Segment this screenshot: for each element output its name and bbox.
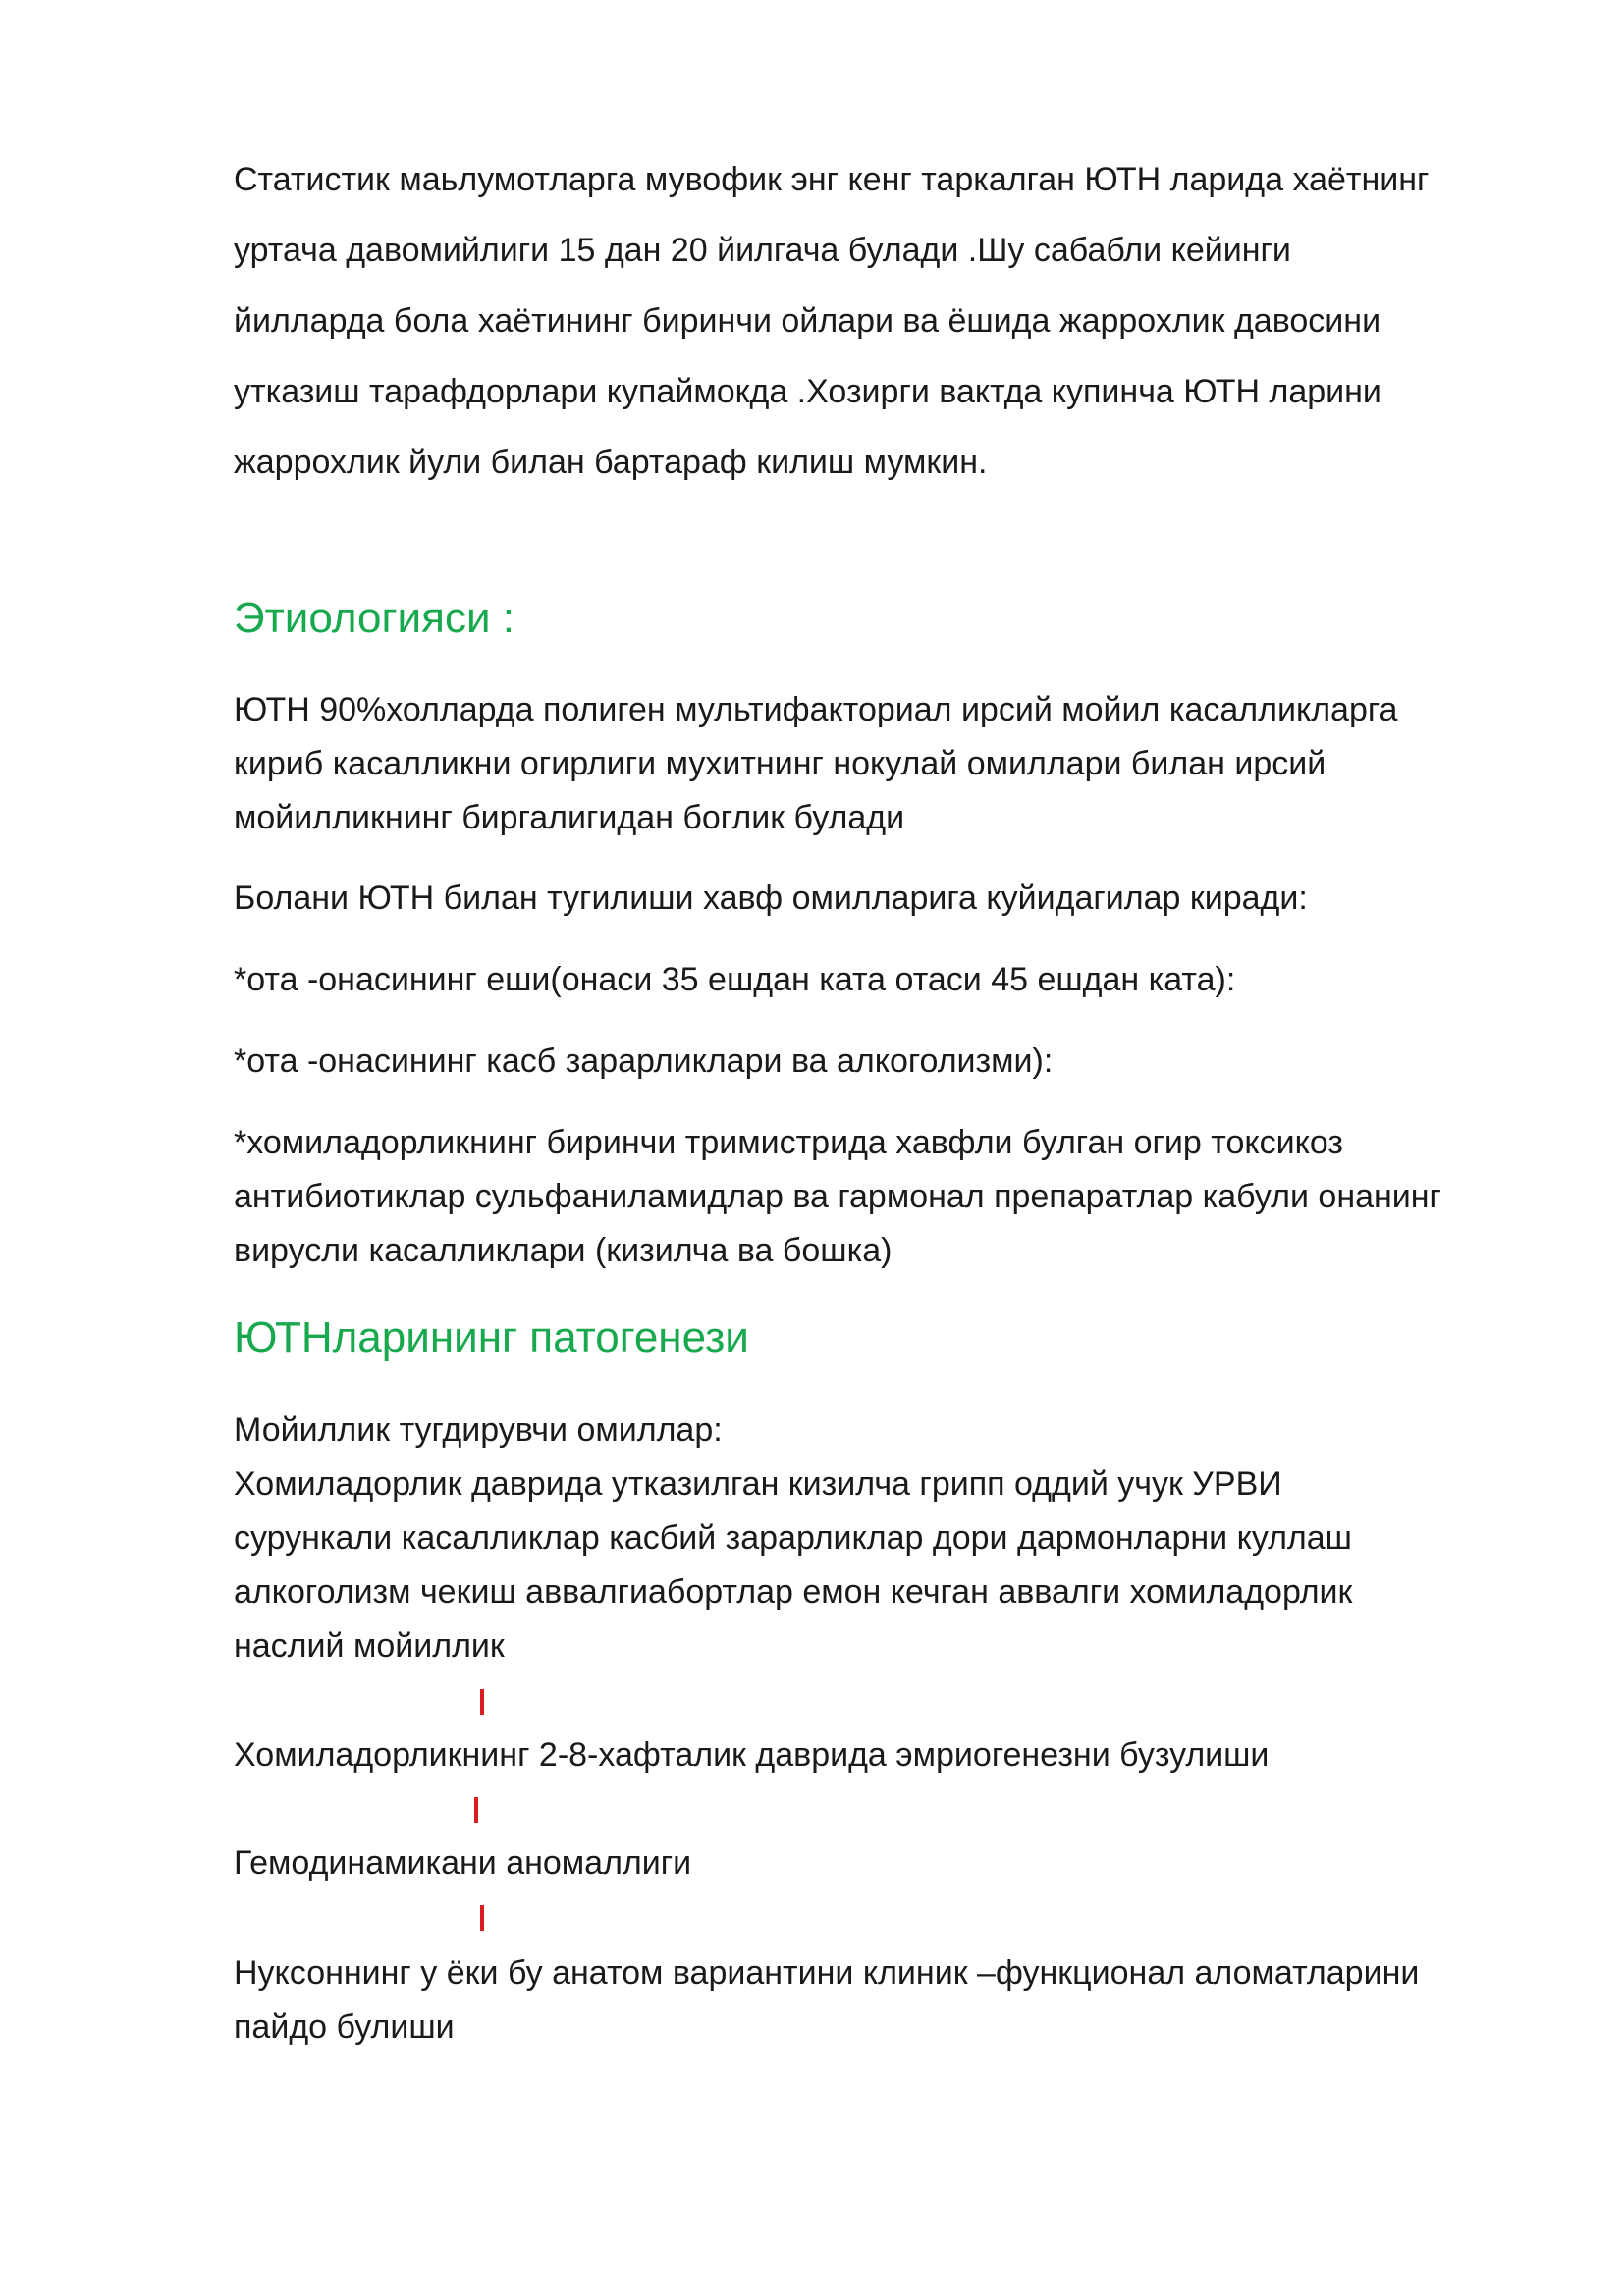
risk-item-line: вирусли касалликлари (кизилча ва бошка) <box>234 1232 893 1269</box>
risk-item-occupation <box>234 1035 1510 1089</box>
etiology-line: кириб касалликни огирлиги мухитнинг нокулай омиллари билан ирсий <box>234 745 1326 782</box>
intro-paragraph <box>234 144 1510 498</box>
flow-step-embryogenesis: Хомиладорликнинг 2-8-хафталик даврида эмриогенезни бузулиши <box>234 1736 1270 1774</box>
factor-line: Хомиладорлик даврида утказилган кизилча грипп оддий учук УРВИ <box>234 1466 1282 1503</box>
predisposing-factors <box>234 1404 1510 1674</box>
flow-step-hemodynamics: Гемодинамикани аномаллиги <box>234 1844 692 1882</box>
clinical-line: Нуксоннинг у ёки бу анатом вариантини клиник –функционал аломатларини <box>234 1954 1420 1992</box>
clinical-line: пайдо булиши <box>234 2008 455 2046</box>
etiology-line: ЮТН 90%холларда полиген мультифакториал ирсий мойил касалликларга <box>234 691 1398 728</box>
risk-item-line: *хомиладорликнинг биринчи тримистрида хавфли булган огир токсикоз <box>234 1124 1343 1161</box>
flow-arrow <box>480 1905 484 1931</box>
flow-step-clinical <box>234 1947 1510 2055</box>
etiology-heading: Этиологияси : <box>234 594 514 642</box>
intro-line: йилларда бола хаётининг биринчи ойлари ва ёшида жаррохлик давосини <box>234 302 1381 340</box>
risk-item-pregnancy <box>234 1116 1510 1278</box>
intro-line: жаррохлик йули билан бартараф килиш мумкин. <box>234 444 988 481</box>
intro-line: утказиш тарафдорлари купаймокда .Хозирги вактда купинча ЮТН ларини <box>234 373 1381 410</box>
flow-arrow <box>480 1689 484 1715</box>
risk-item-line: *ота -онасининг касб зарарликлари ва алкоголизми): <box>234 1042 1054 1080</box>
factor-line: наслий мойиллик <box>234 1628 505 1665</box>
factor-line: Мойиллик тугдирувчи омиллар: <box>234 1412 723 1449</box>
flow-arrow <box>474 1797 478 1823</box>
intro-line: Статистик маьлумотларга мувофик энг кенг таркалган ЮТН ларида хаётнинг <box>234 161 1430 198</box>
factor-line: алкоголизм чекиш аввалгиабортлар емон кечган аввалги хомиладорлик <box>234 1574 1353 1611</box>
pathogenesis-heading: ЮТНларининг патогенези <box>234 1313 749 1362</box>
risk-item-line: антибиотиклар сульфаниламидлар ва гармонал препаратлар кабули онанинг <box>234 1178 1441 1215</box>
etiology-line: мойилликнинг биргалигидан боглик булади <box>234 799 905 836</box>
intro-line: уртача давомийлиги 15 дан 20 йилгача булади .Шу сабабли кейинги <box>234 232 1291 269</box>
risk-item-line: *ота -онасининг еши(онаси 35 ешдан ката отаси 45 ешдан ката): <box>234 961 1236 998</box>
risk-intro <box>234 872 1510 926</box>
risk-intro-line: Болани ЮТН билан тугилиши хавф омилларига куйидагилар киради: <box>234 880 1308 917</box>
risk-item-age <box>234 953 1510 1007</box>
etiology-paragraph <box>234 683 1510 845</box>
factor-line: сурункали касалликлар касбий зарарликлар дори дармонларни куллаш <box>234 1520 1352 1557</box>
